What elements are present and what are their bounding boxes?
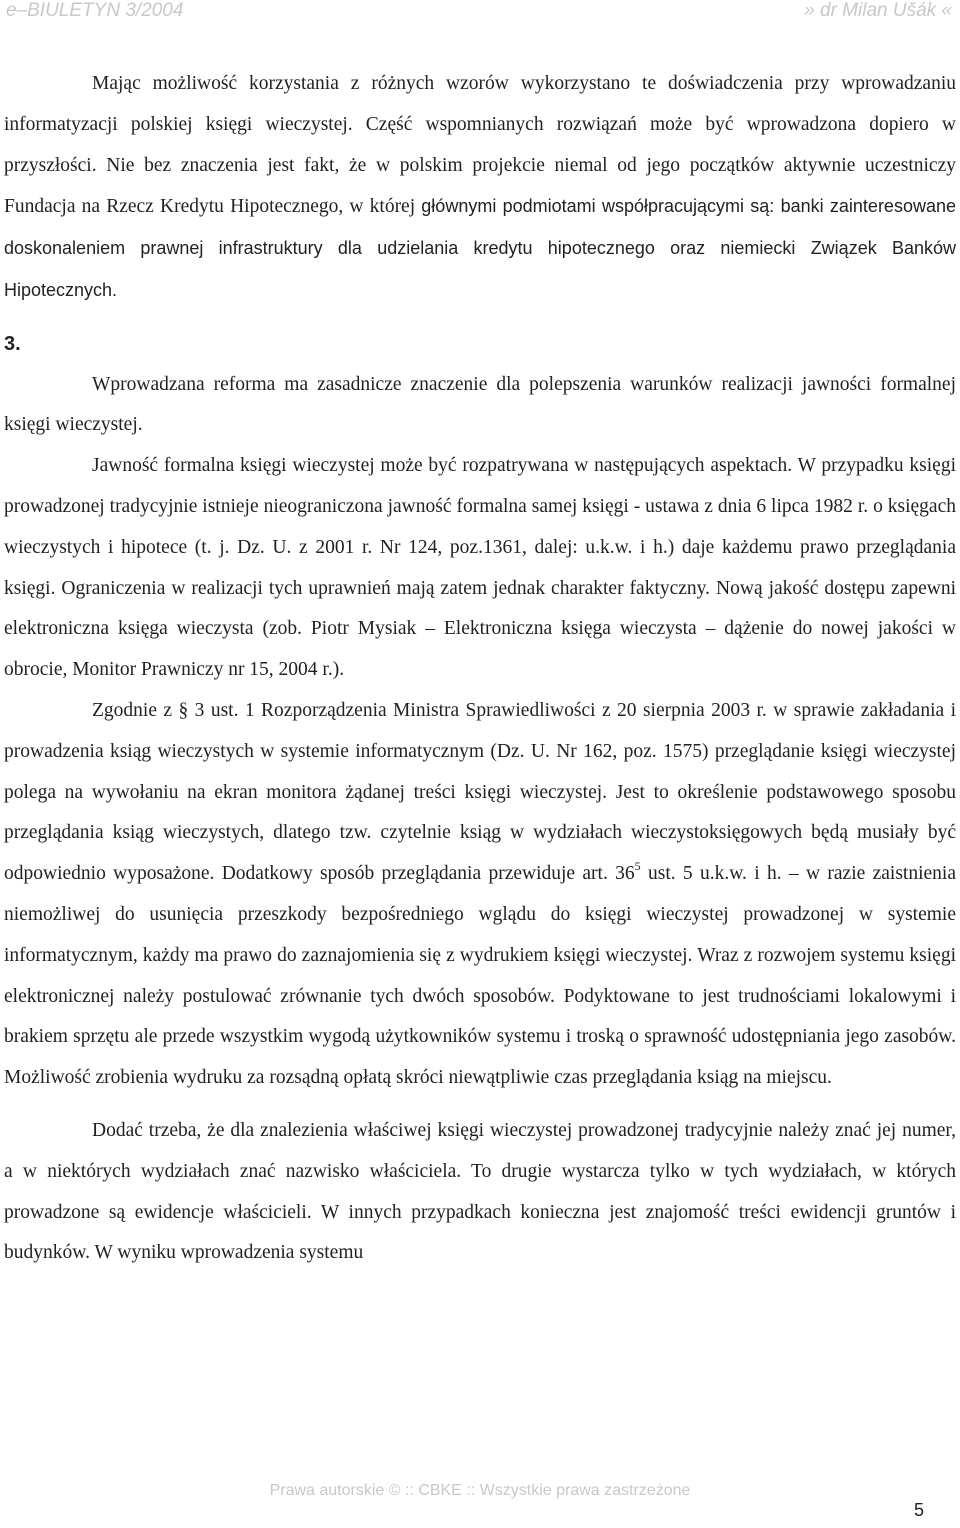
paragraph-4 bbox=[4, 691, 956, 1099]
paragraph-4-text-continued: ust. 5 u.k.w. i h. – w razie zaistnienia niemożliwej do usunięcia przeszkody bezpośredniego wglądu do księgi wieczystej prowadzonej w systemie informatycznym, każdy ma prawo do zaznajomienia się z wydrukiem księgi wieczystej. Wraz z rozwojem systemu księgi elektronicznej należy postulować zrównanie tych dwóch sposobów. Podyktowane to jest trudnościami lokalowymi i brakiem sprzętu ale przede wszystkim wygodą użytkowników systemu i troską o sprawność udostępniania jego zasobów. Możliwość zrobienia wydruku za rozsądną opłatą skróci niewątpliwie czas przeglądania ksiąg na miejscu. bbox=[4, 863, 956, 1089]
paragraph-3: Jawność formalna księgi wieczystej może być rozpatrywana w następujących aspektach. W przypadku księgi prowadzonej tradycyjnie istnieje nieograniczona jawność formalna samej księgi - ustawa z dnia 6 lipca 1982 r. o księgach wieczystych i hipotece (t. j. Dz. U. z 2001 r. Nr 124, poz.1361, dalej: u.k.w. i h.) daje każdemu prawo przeglądania księgi. Ograniczenia w realizacji tych uprawnień mają zatem jednak charakter faktyczny. Nową jakość dostępu zapewni elektroniczna księga wieczysta (zob. Piotr Mysiak – Elektroniczna księga wieczysta – dążenie do nowej jakości w obrocie, Monitor Prawniczy nr 15, 2004 r.). bbox=[4, 455, 956, 681]
page-number: 5 bbox=[913, 1500, 924, 1520]
paragraph-5: Dodać trzeba, że dla znalezienia właściwej księgi wieczystej prowadzonej tradycyjnie należy znać jej numer, a w niektórych wydziałach znać nazwisko właściciela. To drugie wystarcza tylko w tych wydziałach, w których prowadzone są ewidencje właścicieli. W innych przypadkach konieczna jest znajomość treści ewidencji gruntów i budynków. W wyniku wprowadzenia systemu bbox=[4, 1119, 956, 1264]
superscript: 5 bbox=[634, 859, 641, 874]
paragraph-4-text: Zgodnie z § 3 ust. 1 Rozporządzenia Ministra Sprawiedliwości z 20 sierpnia 2003 r. w sprawie zakładania i prowadzenia ksiąg wieczystych w systemie informatycznym (Dz. U. Nr 162, poz. 1575) przeglądanie księgi wieczystej polega na wywołaniu na ekran monitora żądanej treści księgi wieczystej. Jest to określenie podstawowego sposobu przeglądania ksiąg wieczystych, dlatego tzw. czytelnie ksiąg w wydziałach wieczystoksięgowych będą musiały być odpowiednio wyposażone. Dodatkowy sposób przeglądania przewiduje art. 36 bbox=[4, 699, 956, 885]
document-body bbox=[4, 64, 956, 1274]
paragraph-1 bbox=[4, 64, 956, 312]
paragraph-2: Wprowadzana reforma ma zasadnicze znaczenie dla polepszenia warunków realizacji jawności formalnej księgi wieczystej. bbox=[4, 373, 956, 436]
header-journal-title: e–BIULETYN 3/2004 bbox=[6, 0, 184, 21]
paragraph-1-text: Mając możliwość korzystania z różnych wzorów wykorzystano te doświadczenia przy wprowadzaniu informatyzacji polskiej księgi wieczystej. Część wspomnianych rozwiązań może być wprowadzona dopiero w przyszłości. Nie bez znaczenia jest fakt, że w polskim projekcie niemal od jego początków aktywnie uczestniczy Fundacja na Rzecz Kredytu Hipotecznego, w której bbox=[4, 73, 956, 218]
copyright-footer: Prawa autorskie © :: CBKE :: Wszystkie prawa zastrzeżone bbox=[269, 1482, 691, 1499]
running-header bbox=[0, 0, 960, 24]
header-author: » dr Milan Ušák « bbox=[804, 0, 952, 21]
section-number: 3. bbox=[4, 332, 21, 355]
paragraph-1-sans-text: głównymi podmiotami współpracującymi są: banki zainteresowane doskonaleniem prawnej infrastruktury dla udzielania kredytu hipotecznego oraz niemiecki Związek Banków Hipotecznych. bbox=[4, 196, 956, 300]
